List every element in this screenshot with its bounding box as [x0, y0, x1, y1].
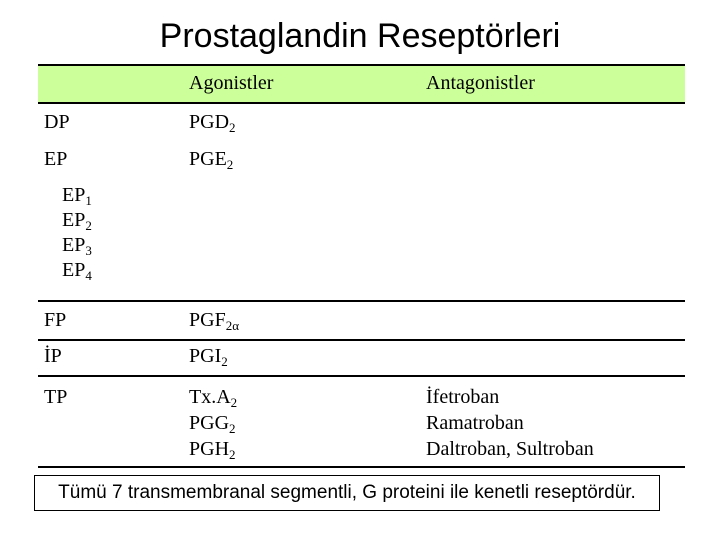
footnote-box: Tümü 7 transmembranal segmentli, G proteini ile kenetli reseptördür. — [34, 475, 660, 511]
receptor-name: EP — [44, 148, 68, 170]
antagonist: Ramatroban — [426, 412, 524, 434]
page-title: Prostaglandin Reseptörleri — [159, 17, 561, 55]
agonist: $PGD_2$ — [189, 111, 236, 135]
receptor-name: İP — [44, 345, 62, 367]
agonist: $PGI_2$ — [189, 345, 228, 369]
header-agonists: Agonistler — [189, 72, 274, 94]
antagonist: İfetroban — [426, 386, 500, 408]
row-divider — [38, 300, 685, 302]
agonist: $PGG_2$ — [189, 412, 236, 436]
antagonist: Daltroban, Sultroban — [426, 438, 594, 460]
receptor-name: FP — [44, 309, 67, 331]
header-antagonists: Antagonistler — [426, 72, 535, 94]
table-header-band — [38, 64, 685, 104]
receptor-subtype: $EP_4$ — [62, 259, 92, 283]
agonist: $Tx.A_2$ — [189, 386, 238, 410]
table-bottom-rule — [38, 466, 685, 468]
agonist: $PGE_2$ — [189, 148, 234, 172]
agonist: $PGF_{2\alpha}$ — [189, 309, 240, 333]
receptor-subtype: $EP_2$ — [62, 209, 92, 233]
receptor-subtype: $EP_1$ — [62, 184, 92, 208]
row-divider — [38, 375, 685, 377]
receptor-subtype: $EP_3$ — [62, 234, 92, 258]
agonist: $PGH_2$ — [189, 438, 236, 462]
row-divider — [38, 339, 685, 341]
receptor-name: TP — [44, 386, 68, 408]
receptor-name: DP — [44, 111, 70, 133]
